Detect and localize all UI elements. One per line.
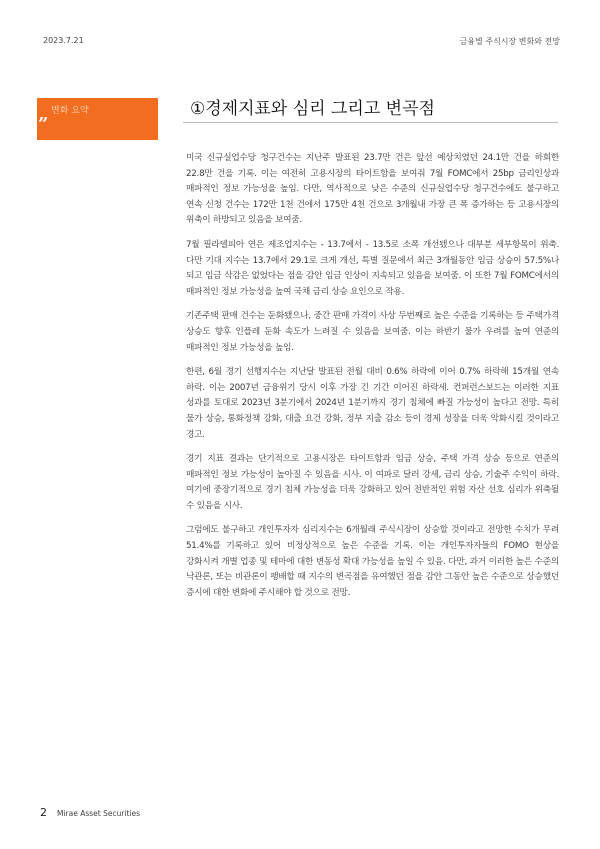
body-text bbox=[186, 151, 559, 610]
report-header-title: 금융별 주식시장 변화와 전망 bbox=[459, 37, 560, 46]
quote-mark-icon: ” bbox=[38, 114, 49, 135]
paragraph: 7월 필라델피아 연은 제조업지수는 - 13.7에서 - 13.5로 소폭 개선됐으나 대부분 세부항목이 위축. 다만 기대 지수는 13.7에서 29.1로 크게 개선, 특별 질문에서 최근 3개월동안 임금 상승이 57.5%나 되고 임금 삭감은 없었다는 점을 감안 임금 인상이 지속되고 있음을 보여줌. 이 또한 7월 FOMC에서의 매파적인 정보 가능성을 높여 국채 금리 상승 요인으로 작용. bbox=[186, 239, 559, 297]
side-tab-label: 변화 요약 bbox=[51, 106, 89, 116]
paragraph: 한편, 6월 경기 선행지수는 지난달 발표된 전월 대비 0.6% 하락에 이어 0.7% 하락해 15개월 연속 하락. 이는 2007년 금융위기 당시 이후 가장 긴 기간 이어진 하락세. 컨퍼런스보드는 이러한 지표 성과를 토대로 2023년 3분기에서 2024년 1분기까지 경기 침체에 빠질 가능성이 높다고 전망. 특히 물가 상승, 통화정책 강화, 대출 요건 강화, 정부 지출 감소 등이 경제 성장을 더욱 악화시킬 것이라고 경고. bbox=[186, 367, 559, 440]
company-name: Mirae Asset Securities bbox=[57, 809, 141, 818]
section-title: ①경제지표와 심리 그리고 변곡점 bbox=[190, 99, 435, 119]
title-divider bbox=[183, 122, 558, 123]
paragraph: 그럼에도 불구하고 개인투자자 심리지수는 6개월래 주식시장이 상승할 것이라고 전망한 수치가 무려 51.4%를 기록하고 있어 비정상적으로 높은 수준을 기록. 이는 개인투자자들의 FOMO 현상을 강화시켜 개별 업종 및 테마에 대한 변동성 확대 가능성을 높일 수 있음. 다만, 과거 이러한 높은 수준의 낙관론, 또는 비관론이 팽배할 때 지수의 변곡점을 유여했던 점을 감안 그동안 높은 수준으로 상승했던 증시에 대한 변화에 주시해야 할 것으로 전망. bbox=[186, 525, 559, 598]
page-number: 2 bbox=[40, 806, 47, 819]
paragraph: 경기 지표 결과는 단기적으로 고용시장은 타이트함과 임금 상승, 주택 가격 상승 등으로 연준의 매파적인 정보 가능성이 높아질 수 있음을 시사. 이 여파로 달러 강세, 금리 상승, 기술주 수익이 하락. 여기에 중장기적으로 경기 침체 가능성을 더욱 강화하고 있어 전반적인 위험 자산 선호 심리가 위축될 수 있음을 시사. bbox=[186, 454, 559, 511]
paragraph: 미국 신규실업수당 청구건수는 지난주 발표된 23.7만 건은 앞선 예상치였던 24.1만 건을 하회한 22.8만 건을 기록. 이는 여전히 고용시장의 타이트함을 보여줘 7월 FOMC에서 25bp 금리인상과 매파적인 정보 가능성을 높임. 다만, 역사적으로 낮은 수준의 신규실업수당 청구건수에도 불구하고 연속 신청 건수는 172만 1천 건에서 175만 4천 건으로 3개월내 가장 큰 폭 증가하는 등 고용시장의 위축이 하방되고 있음을 보여줌. bbox=[186, 153, 559, 226]
section-side-tab bbox=[37, 98, 158, 140]
paragraph: 기존주택 판매 건수는 둔화됐으나, 중간 판매 가격이 사상 두번째로 높은 수준을 기록하는 등 주택가격 상승도 향후 인플레 둔화 속도가 느려질 수 있음을 보여줌. 이는 하반기 물가 우려를 높여 연준의 매파적인 정보 가능성을 높임. bbox=[186, 311, 559, 353]
report-date: 2023.7.21 bbox=[43, 36, 84, 45]
